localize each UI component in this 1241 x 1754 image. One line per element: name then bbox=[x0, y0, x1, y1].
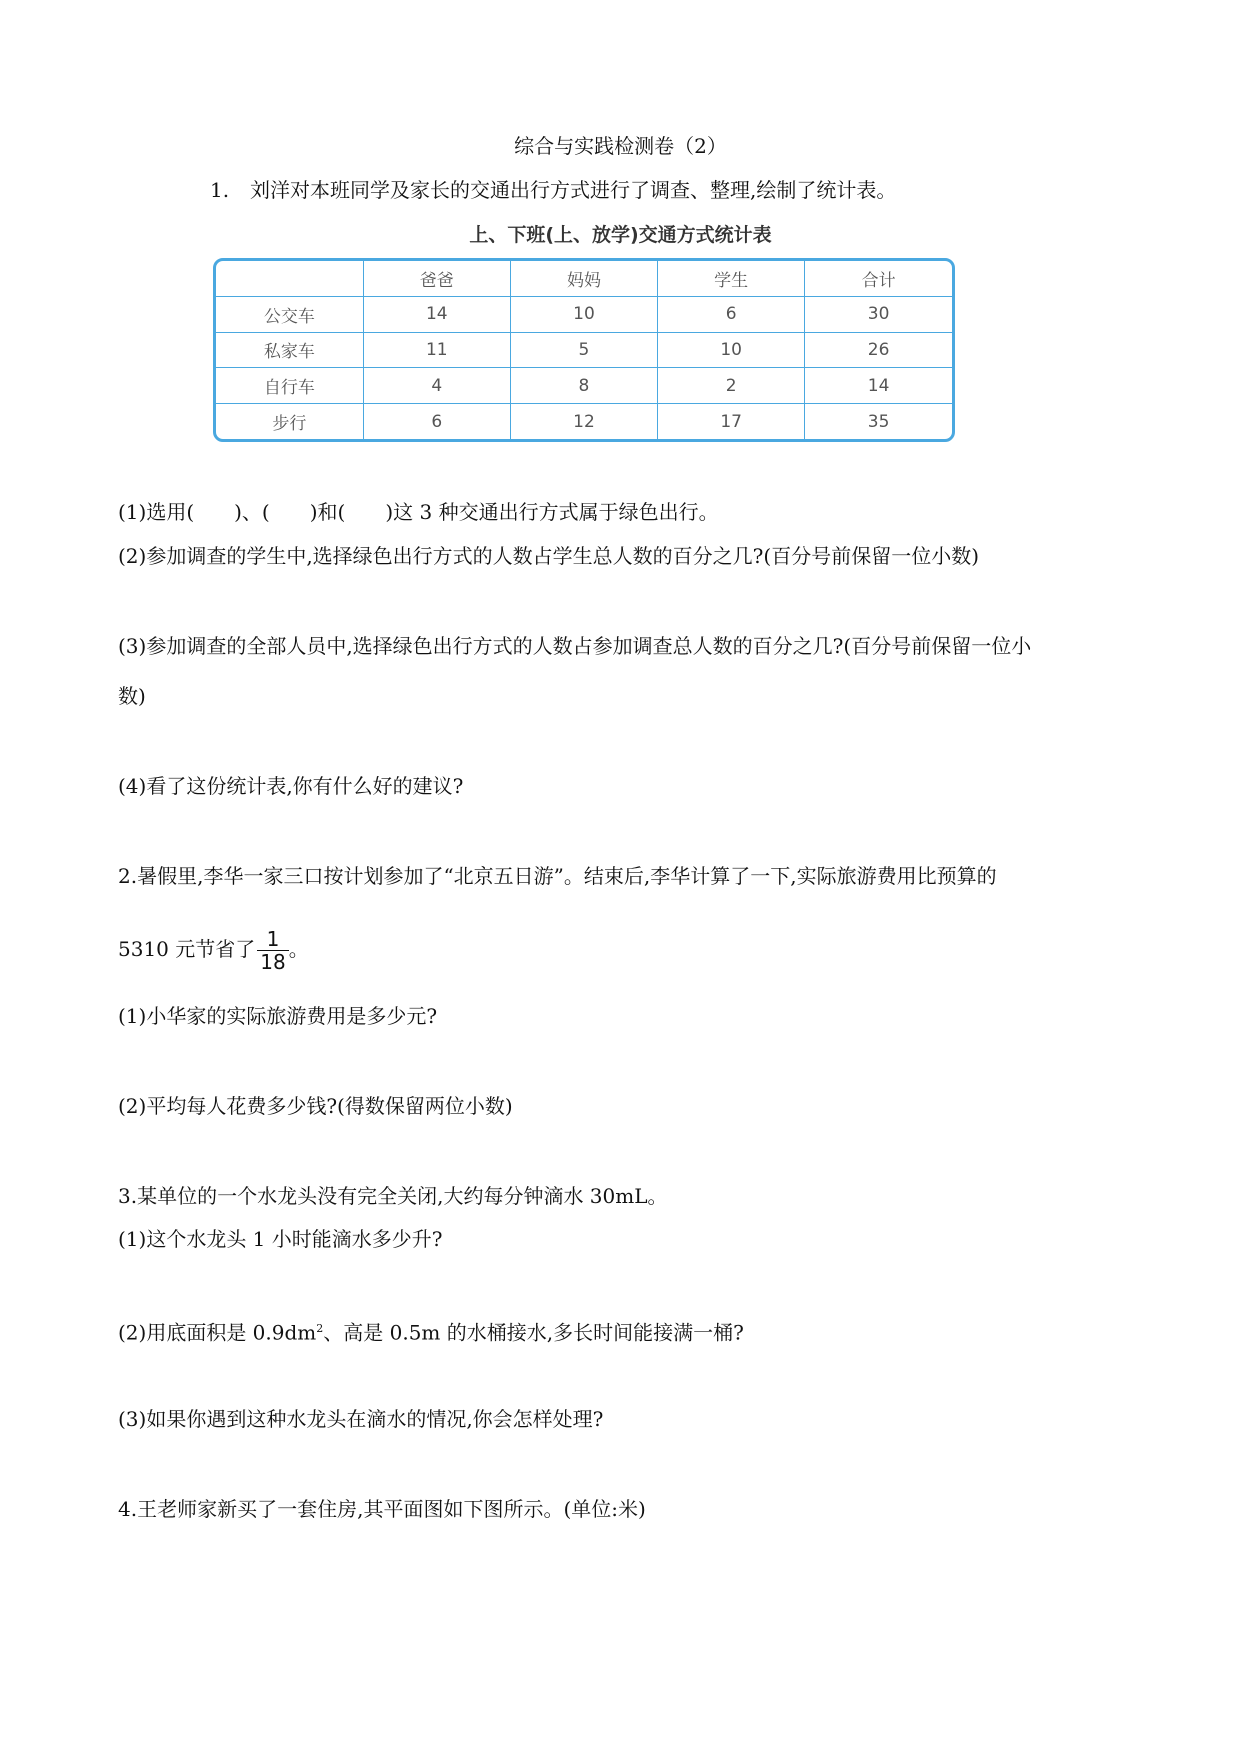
fraction-numerator: 1 bbox=[257, 928, 288, 951]
table-cell: 30 bbox=[805, 296, 952, 332]
table-cell: 5 bbox=[510, 332, 657, 368]
question-2-part-1: (1)小华家的实际旅游费用是多少元? bbox=[118, 1004, 438, 1028]
table-header-cell bbox=[216, 261, 363, 296]
question-3-part-2-prefix: (2)用底面积是 0.9dm bbox=[118, 1320, 317, 1345]
question-2-stem-line-1: 2.暑假里,李华一家三口按计划参加了“北京五日游”。结束后,李华计算了一下,实际旅游费用比预算的 bbox=[118, 864, 997, 888]
question-2-amount-text: 5310 元节省了 bbox=[118, 937, 256, 961]
question-4-stem: 4.王老师家新买了一套住房,其平面图如下图所示。(单位:米) bbox=[118, 1497, 646, 1521]
question-3-part-3: (3)如果你遇到这种水龙头在滴水的情况,你会怎样处理? bbox=[118, 1407, 604, 1431]
page-title: 综合与实践检测卷（2） bbox=[514, 134, 727, 158]
table-row-label: 自行车 bbox=[216, 368, 363, 404]
question-3-stem: 3.某单位的一个水龙头没有完全关闭,大约每分钟滴水 30mL。 bbox=[118, 1184, 668, 1208]
table-header-cell: 妈妈 bbox=[510, 261, 657, 296]
question-1-part-4: (4)看了这份统计表,你有什么好的建议? bbox=[118, 774, 464, 798]
table-cell: 11 bbox=[363, 332, 510, 368]
table-cell: 17 bbox=[658, 404, 805, 439]
question-1-stem: 刘洋对本班同学及家长的交通出行方式进行了调查、整理,绘制了统计表。 bbox=[250, 178, 897, 202]
fraction-denominator: 18 bbox=[260, 950, 286, 974]
table-cell: 6 bbox=[363, 404, 510, 439]
table-cell: 10 bbox=[510, 296, 657, 332]
question-1-number: 1. bbox=[210, 178, 230, 202]
question-1-part-1: (1)选用( )、( )和( )这 3 种交通出行方式属于绿色出行。 bbox=[118, 500, 719, 524]
question-1-part-3-line-1: (3)参加调查的全部人员中,选择绿色出行方式的人数占参加调查总人数的百分之几?(百分号前保留一位小 bbox=[118, 634, 1032, 658]
table-title: 上、下班(上、放学)交通方式统计表 bbox=[469, 224, 772, 246]
table-header-row bbox=[216, 261, 952, 296]
question-3-part-1: (1)这个水龙头 1 小时能滴水多少升? bbox=[118, 1227, 443, 1251]
question-2-stem-line-2 bbox=[118, 928, 309, 973]
question-2-period: 。 bbox=[288, 937, 309, 961]
table-cell: 8 bbox=[510, 368, 657, 404]
table-row bbox=[216, 332, 952, 368]
table-cell: 26 bbox=[805, 332, 952, 368]
superscript: 2 bbox=[316, 1322, 324, 1335]
table-cell: 2 bbox=[658, 368, 805, 404]
table-cell: 35 bbox=[805, 404, 952, 439]
question-1-part-3-line-2: 数) bbox=[118, 684, 146, 708]
table-cell: 12 bbox=[510, 404, 657, 439]
table-row bbox=[216, 296, 952, 332]
table-cell: 14 bbox=[805, 368, 952, 404]
question-2-part-2: (2)平均每人花费多少钱?(得数保留两位小数) bbox=[118, 1094, 513, 1118]
table-row-label: 私家车 bbox=[216, 332, 363, 368]
table-row-label: 公交车 bbox=[216, 296, 363, 332]
table-row bbox=[216, 368, 952, 404]
table-row bbox=[216, 404, 952, 439]
table-cell: 10 bbox=[658, 332, 805, 368]
table-cell: 4 bbox=[363, 368, 510, 404]
question-3-part-2 bbox=[118, 1315, 744, 1347]
question-1-part-2: (2)参加调查的学生中,选择绿色出行方式的人数占学生总人数的百分之几?(百分号前保留一位小数) bbox=[118, 544, 980, 568]
table-header-cell: 学生 bbox=[658, 261, 805, 296]
fraction bbox=[257, 928, 288, 973]
question-3-part-2-suffix: 、高是 0.5m 的水桶接水,多长时间能接满一桶? bbox=[323, 1320, 744, 1345]
table-row-label: 步行 bbox=[216, 404, 363, 439]
table-header-cell: 合计 bbox=[805, 261, 952, 296]
table-cell: 14 bbox=[363, 296, 510, 332]
table-cell: 6 bbox=[658, 296, 805, 332]
statistics-table bbox=[213, 258, 955, 442]
table-header-cell: 爸爸 bbox=[363, 261, 510, 296]
